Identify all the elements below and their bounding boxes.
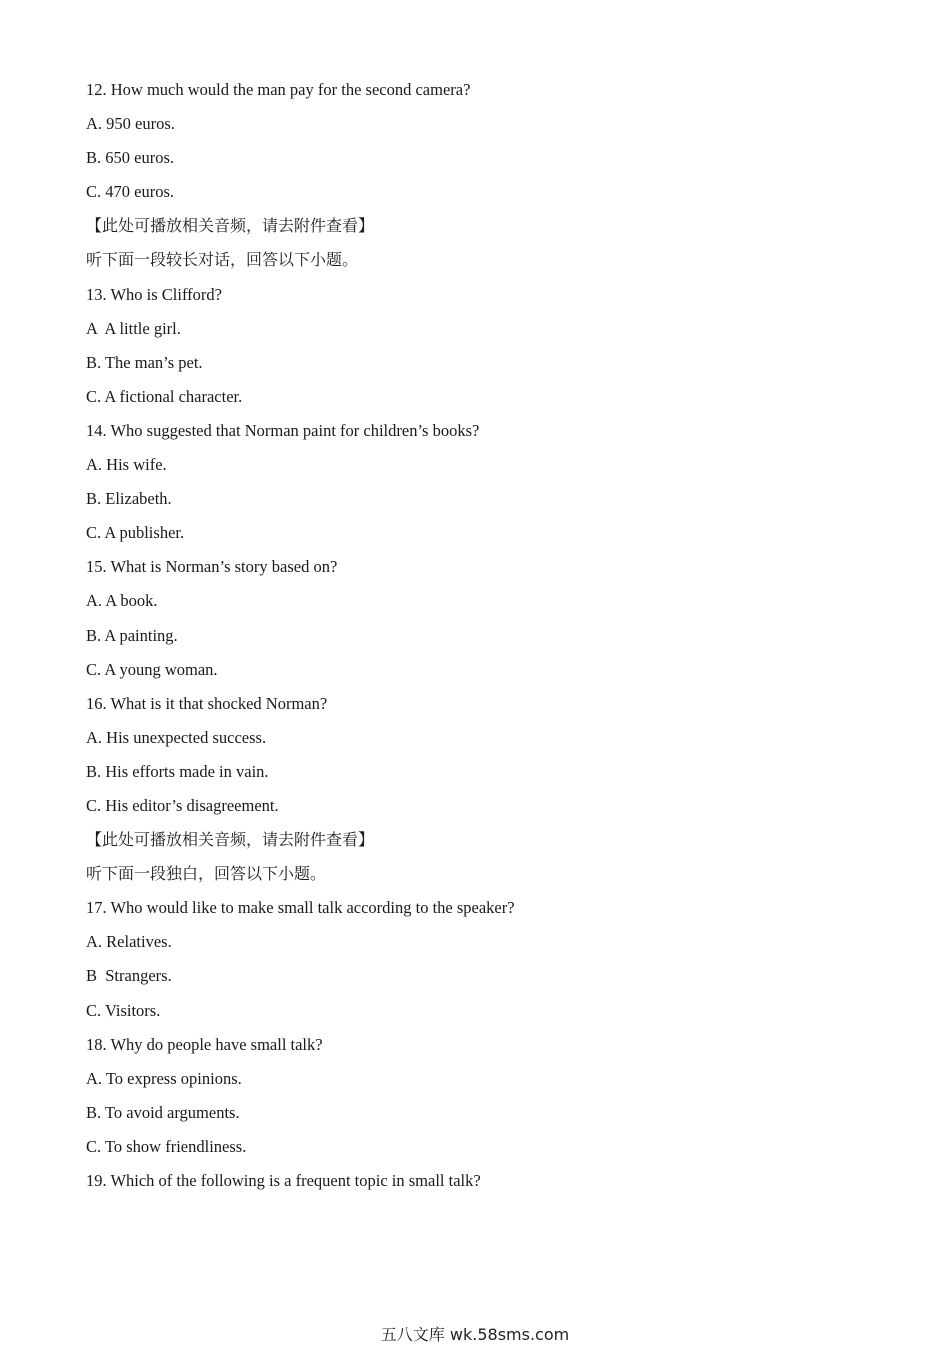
answer-option: C. His editor’s disagreement. bbox=[86, 795, 279, 815]
answer-option: A. His wife. bbox=[86, 455, 167, 475]
answer-option: C. 470 euros. bbox=[86, 182, 174, 202]
answer-option: A. To express opinions. bbox=[86, 1068, 242, 1088]
question-text: 15. What is Norman’s story based on? bbox=[86, 557, 338, 577]
question-text: 14. Who suggested that Norman paint for children’s books? bbox=[86, 420, 480, 440]
answer-option: B. His efforts made in vain. bbox=[86, 761, 269, 781]
answer-option: A. Relatives. bbox=[86, 932, 172, 952]
audio-notice: 【此处可播放相关音频，请去附件查看】 bbox=[86, 216, 375, 236]
section-instruction: 听下面一段较长对话，回答以下小题。 bbox=[86, 250, 359, 270]
answer-option: C. A young woman. bbox=[86, 659, 218, 679]
question-text: 16. What is it that shocked Norman? bbox=[86, 693, 328, 713]
answer-option: A A little girl. bbox=[86, 318, 181, 338]
question-text: 17. Who would like to make small talk according to the speaker? bbox=[86, 898, 515, 918]
page-footer bbox=[0, 1322, 950, 1345]
question-text: 13. Who is Clifford? bbox=[86, 284, 222, 304]
document-body bbox=[86, 76, 890, 1201]
answer-option: C. To show friendliness. bbox=[86, 1136, 247, 1156]
answer-option: C. A publisher. bbox=[86, 523, 185, 543]
answer-option: C. Visitors. bbox=[86, 1000, 161, 1020]
answer-option: A. A book. bbox=[86, 591, 158, 611]
question-text: 12. How much would the man pay for the second camera? bbox=[86, 80, 471, 99]
answer-option: B. The man’s pet. bbox=[86, 352, 203, 372]
answer-option: A. His unexpected success. bbox=[86, 727, 267, 747]
footer-url: wk.58sms.com bbox=[449, 1325, 570, 1344]
footer-site-name: 五八文库 bbox=[380, 1325, 445, 1344]
answer-option: C. A fictional character. bbox=[86, 386, 243, 406]
answer-option: B. A painting. bbox=[86, 625, 178, 645]
answer-option: A. 950 euros. bbox=[86, 114, 175, 134]
audio-notice: 【此处可播放相关音频，请去附件查看】 bbox=[86, 830, 375, 850]
section-instruction: 听下面一段独白，回答以下小题。 bbox=[86, 864, 327, 884]
question-text: 19. Which of the following is a frequent topic in small talk? bbox=[86, 1171, 481, 1190]
question-text: 18. Why do people have small talk? bbox=[86, 1034, 323, 1054]
answer-option: B Strangers. bbox=[86, 966, 172, 986]
question-list bbox=[86, 76, 890, 1201]
answer-option: B. 650 euros. bbox=[86, 148, 174, 168]
answer-option: B. Elizabeth. bbox=[86, 489, 172, 509]
answer-option: B. To avoid arguments. bbox=[86, 1102, 240, 1122]
